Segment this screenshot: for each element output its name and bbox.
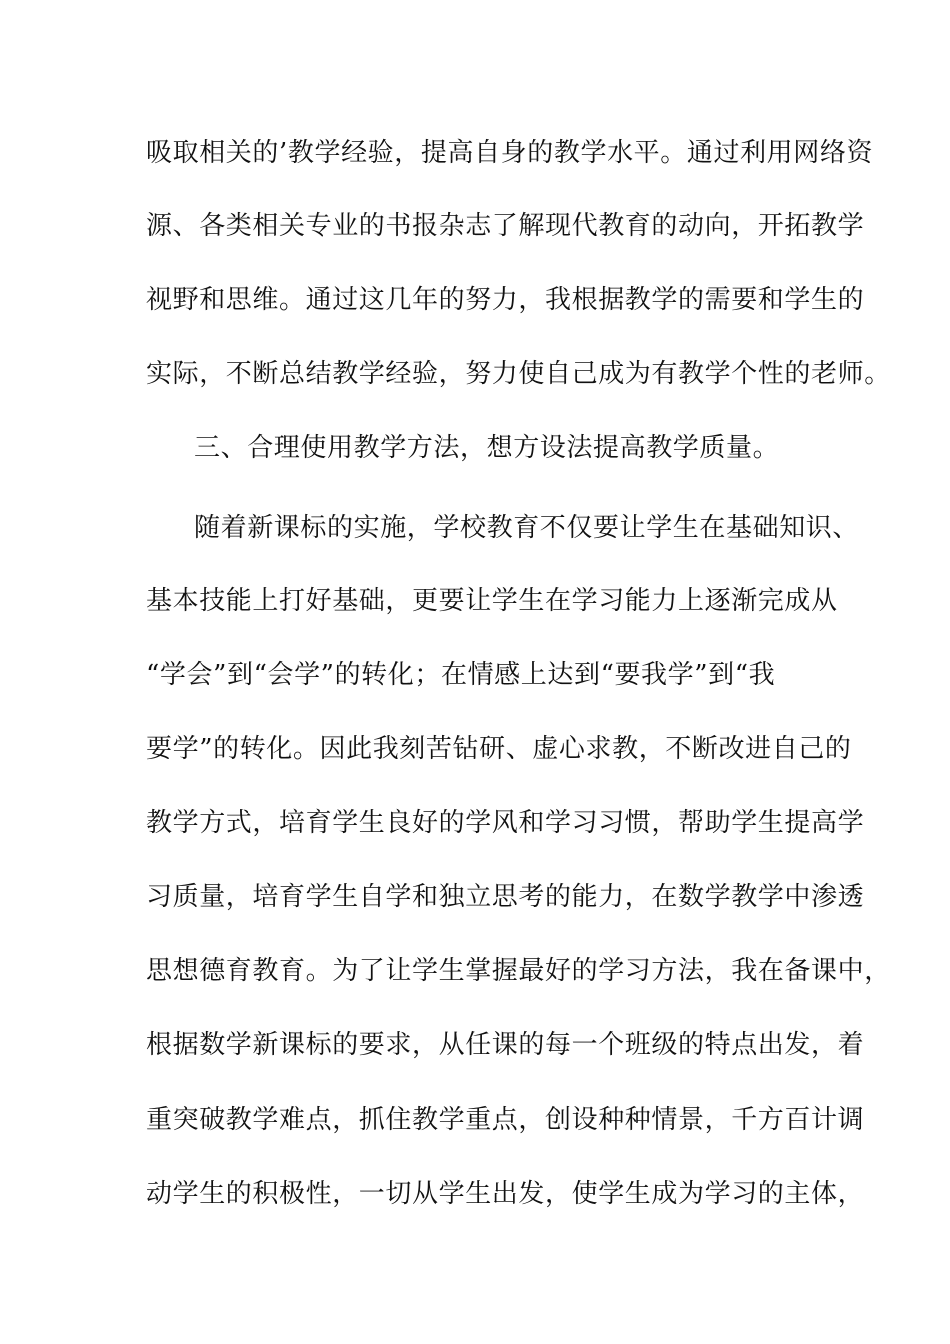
text-line: 重突破教学难点，抓住教学重点，创设种种情景，千方百计调 — [146, 1105, 865, 1135]
section-heading: 三、合理使用教学方法，想方设法提高教学质量。 — [194, 433, 780, 463]
text-line: 吸取相关的’教学经验，提高自身的教学水平。通过利用网络资 — [146, 138, 874, 168]
text-line: 视野和思维。通过这几年的努力，我根据教学的需要和学生的 — [146, 285, 865, 315]
text-line: “学会”到“会学”的转化；在情感上达到“要我学”到“我 — [146, 660, 776, 690]
text-line: 随着新课标的实施，学校教育不仅要让学生在基础知识、 — [194, 513, 860, 543]
text-line: 动学生的积极性，一切从学生出发，使学生成为学习的主体， — [146, 1179, 865, 1209]
text-line: 根据数学新课标的要求，从任课的每一个班级的特点出发，着 — [146, 1030, 865, 1060]
text-line: 思想德育教育。为了让学生掌握最好的学习方法，我在备课中， — [146, 956, 891, 986]
text-line: 教学方式，培育学生良好的学风和学习习惯，帮助学生提高学 — [146, 808, 865, 838]
text-line: 源、各类相关专业的书报杂志了解现代教育的动向，开拓教学 — [146, 211, 865, 241]
text-line: 基本技能上打好基础，更要让学生在学习能力上逐渐完成从 — [146, 586, 838, 616]
text-line: 习质量，培育学生自学和独立思考的能力，在数学教学中渗透 — [146, 882, 865, 912]
text-line: 要学”的转化。因此我刻苦钻研、虚心求教，不断改进自己的 — [146, 734, 852, 764]
text-line: 实际，不断总结教学经验，努力使自己成为有教学个性的老师。 — [146, 359, 891, 389]
